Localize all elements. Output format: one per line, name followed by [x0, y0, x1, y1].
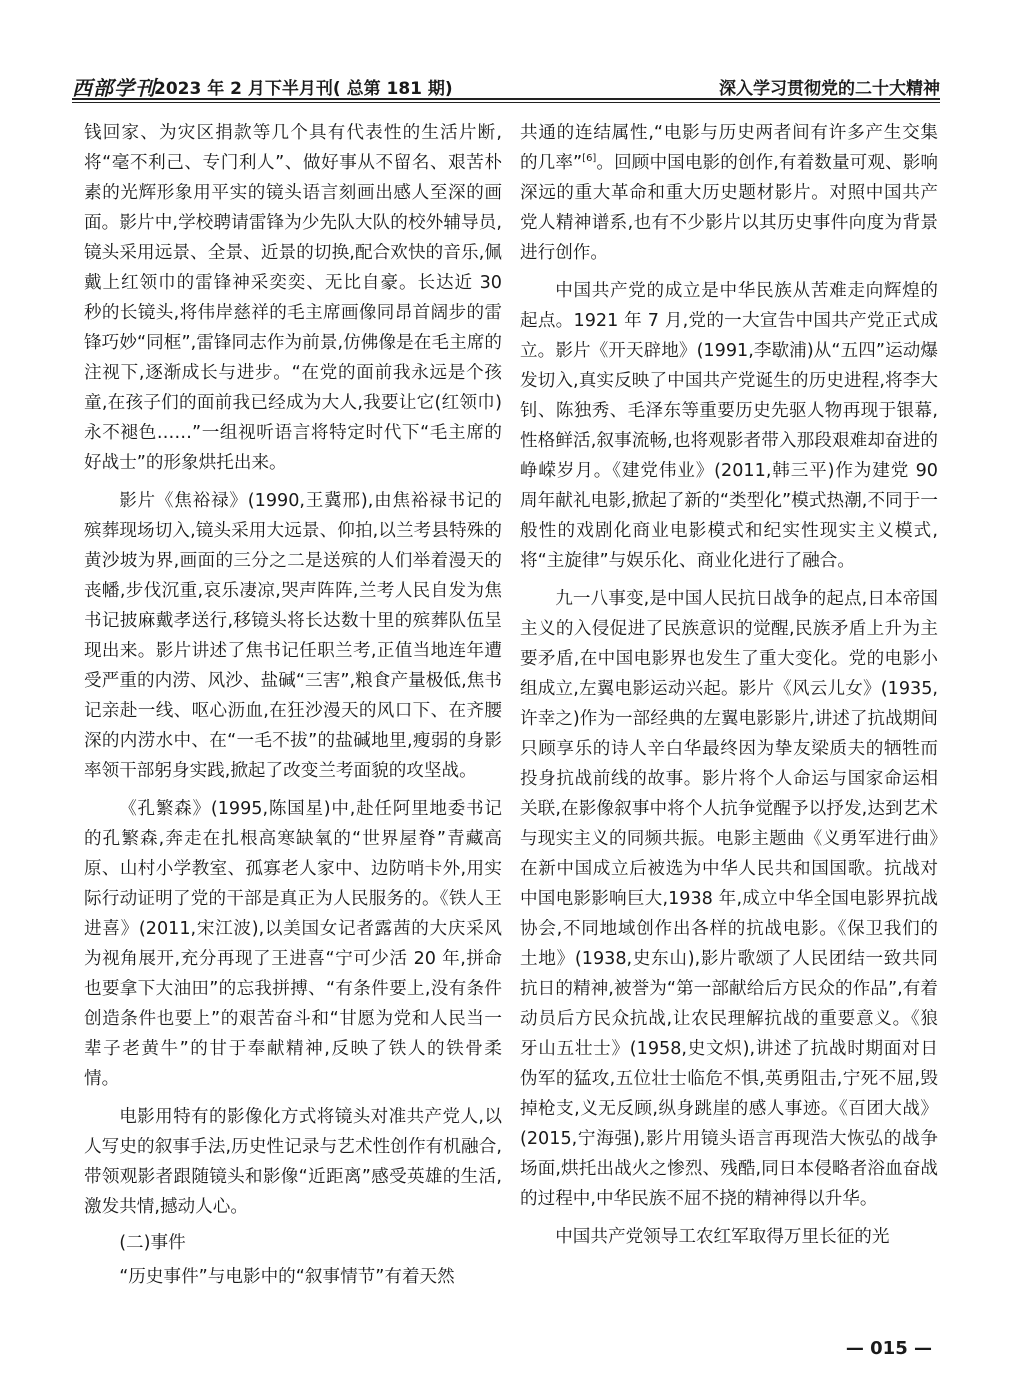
subheading: (二)事件 [119, 1233, 186, 1253]
paragraph: “历史事件”与电影中的“叙事情节”有着天然 [119, 1267, 455, 1287]
paragraph: 中国共产党领导工农红军取得万里长征的光 [555, 1227, 890, 1247]
paragraph: 中国共产党的成立是中华民族从苦难走向辉煌的起点。1921 年 7 月,党的一大宣告中国共产党正式成立。影片《开天辟地》(1991,李歇浦)从“五四”运动爆发切入,真实反映了中国共产党诞生的历史进程,将李大钊、陈独秀、毛泽东等重要历史先驱人物再现于银幕,性格鲜活,叙事流畅,也将观影者带入那段艰难却奋进的峥嵘岁月。《建党伟业》(2011,韩三平)作为建党 90 周年献礼电影,掀起了新的“类型化”模式热潮,不同于一般性的戏剧化商业电影模式和纪实性现实主义模式,将“主旋律”与娱乐化、商业化进行了融合。 [520, 281, 938, 571]
paragraph [520, 118, 938, 268]
header-rule [72, 98, 940, 100]
right-column [520, 118, 938, 1252]
left-column [84, 118, 502, 1292]
paragraph: 钱回家、为灾区捐款等几个具有代表性的生活片断,将“毫不利己、专门利人”、做好事从不留名、艰苦朴素的光辉形象用平实的镜头语言刻画出感人至深的画面。影片中,学校聘请雷锋为少先队大队的校外辅导员,镜头采用远景、全景、近景的切换,配合欢快的音乐,佩戴上红领巾的雷锋神采奕奕、无比自豪。长达近 30 秒的长镜头,将伟岸慈祥的毛主席画像同昂首阔步的雷锋巧妙“同框”,雷锋同志作为前景,仿佛像是在毛主席的注视下,逐渐成长与进步。“在党的面前我永远是个孩童,在孩子们的面前我已经成为大人,我要让它(红领巾)永不褪色……”一组视听语言将特定时代下“毛主席的好战士”的形象烘托出来。 [84, 123, 502, 473]
paragraph-text: 。回顾中国电影的创作,有着数量可观、影响深远的重大革命和重大历史题材影片。对照中国共产党人精神谱系,也有不少影片以其历史事件向度为背景进行创作。 [520, 153, 938, 263]
page-header [72, 70, 940, 104]
issue-info: 2023 年 2 月下半月刊( 总第 181 期) [154, 79, 453, 99]
header-rule-thin [72, 102, 940, 103]
section-title: 深入学习贯彻党的二十大精神 [719, 79, 940, 99]
paragraph: 《孔繁森》(1995,陈国星)中,赴任阿里地委书记的孔繁森,奔走在扎根高寒缺氧的“世界屋脊”青藏高原、山村小学教室、孤寡老人家中、边防哨卡外,用实际行动证明了党的干部是真正为人民服务的。《铁人王进喜》(2011,宋江波),以美国女记者露茜的大庆采风为视角展开,充分再现了王进喜“宁可少活 20 年,拼命也要拿下大油田”的忘我拼搏、“有条件要上,没有条件创造条件也要上”的艰苦奋斗和“甘愿为党和人民当一辈子老黄牛”的甘于奉献精神,反映了铁人的铁骨柔情。 [84, 799, 502, 1089]
paragraph-text: 共通的连结属性,“电影与历史两者间有许多产生交集的几率” [520, 123, 938, 173]
journal-logo: 西部学刊 [72, 76, 156, 100]
paragraph: 九一八事变,是中国人民抗日战争的起点,日本帝国主义的入侵促进了民族意识的觉醒,民族矛盾上升为主要矛盾,在中国电影界也发生了重大变化。党的电影小组成立,左翼电影运动兴起。影片《风云儿女》(1935,许幸之)作为一部经典的左翼电影影片,讲述了抗战期间只顾享乐的诗人辛白华最终因为挚友梁质夫的牺牲而投身抗战前线的故事。影片将个人命运与国家命运相关联,在影像叙事中将个人抗争觉醒予以抒发,达到艺术与现实主义的同频共振。电影主题曲《义勇军进行曲》在新中国成立后被选为中华人民共和国国歌。抗战对中国电影影响巨大,1938 年,成立中华全国电影界抗战协会,不同地域创作出各样的抗战电影。《保卫我们的土地》(1938,史东山),影片歌颂了人民团结一致共同抗日的精神,被誉为“第一部献给后方民众的作品”,有着动员后方民众抗战,让农民理解抗战的重要意义。《狼牙山五壮士》(1958,史文炽),讲述了抗战时期面对日伪军的猛攻,五位壮士临危不惧,英勇阻击,宁死不屈,毁掉枪支,义无反顾,纵身跳崖的感人事迹。《百团大战》(2015,宁海强),影片用镜头语言再现浩大恢弘的战争场面,烘托出战火之惨烈、残酷,同日本侵略者浴血奋战的过程中,中华民族不屈不挠的精神得以升华。 [520, 589, 938, 1209]
citation-ref: [6] [582, 153, 597, 165]
paragraph: 电影用特有的影像化方式将镜头对准共产党人,以人写史的叙事手法,历史性记录与艺术性创作有机融合,带领观影者跟随镜头和影像“近距离”感受英雄的生活,激发共情,撼动人心。 [84, 1107, 502, 1217]
page-number: — 015 — [845, 1338, 932, 1359]
paragraph: 影片《焦裕禄》(1990,王冀邢),由焦裕禄书记的殡葬现场切入,镜头采用大远景、仰拍,以兰考县特殊的黄沙坡为界,画面的三分之二是送殡的人们举着漫天的丧幡,步伐沉重,哀乐凄凉,哭声阵阵,兰考人民自发为焦书记披麻戴孝送行,移镜头将长达数十里的殡葬队伍呈现出来。影片讲述了焦书记任职兰考,正值当地连年遭受严重的内涝、风沙、盐碱“三害”,粮食产量极低,焦书记亲赴一线、呕心沥血,在狂沙漫天的风口下、在齐腰深的内涝水中、在“一毛不拔”的盐碱地里,瘦弱的身影率领干部躬身实践,掀起了改变兰考面貌的攻坚战。 [84, 491, 502, 781]
